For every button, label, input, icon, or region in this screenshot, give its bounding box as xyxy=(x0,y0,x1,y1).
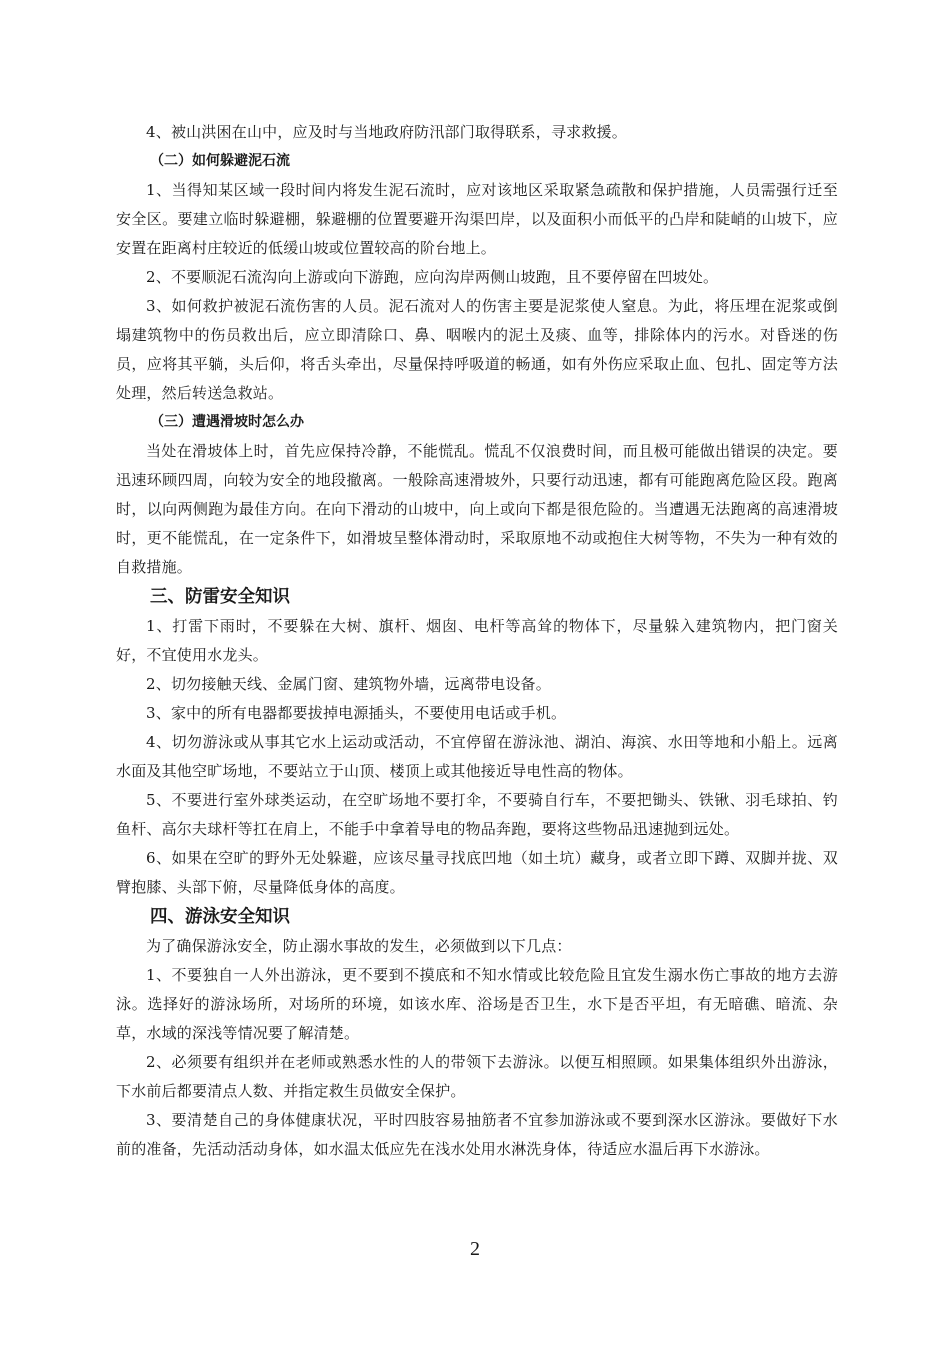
paragraph: 2、必须要有组织并在老师或熟悉水性的人的带领下去游泳。以便互相照顾。如果集体组织外出游泳，下水前后都要清点人数、并指定救生员做安全保护。 xyxy=(116,1053,838,1100)
paragraph: 3、如何救护被泥石流伤害的人员。泥石流对人的伤害主要是泥浆使人窒息。为此，将压埋在泥浆或倒塌建筑物中的伤员救出后，应立即清除口、鼻、咽喉内的泥土及痰、血等，排除体内的污水。对昏迷的伤员，应将其平躺，头后仰，将舌头牵出，尽量保持呼吸道的畅通，如有外伤应采取止血、包扎、固定等方法处理，然后转送急救站。 xyxy=(116,297,838,402)
paragraph: 3、家中的所有电器都要拔掉电源插头，不要使用电话或手机。 xyxy=(146,704,567,722)
paragraph: 2、切勿接触天线、金属门窗、建筑物外墙，远离带电设备。 xyxy=(146,675,551,693)
section-heading: 四、游泳安全知识 xyxy=(150,907,290,927)
paragraph: 1、不要独自一人外出游泳，更不要到不摸底和不知水情或比较危险且宜发生溺水伤亡事故的地方去游泳。选择好的游泳场所，对场所的环境，如该水库、浴场是否卫生，水下是否平坦，有无暗礁、暗流、杂草，水域的深浅等情况要了解清楚。 xyxy=(116,966,838,1042)
page-number: 2 xyxy=(470,1238,480,1260)
document-body xyxy=(116,118,838,1164)
paragraph: 2、不要顺泥石流沟向上游或向下游跑，应向沟岸两侧山坡跑，且不要停留在凹坡处。 xyxy=(146,268,719,286)
paragraph: 6、如果在空旷的野外无处躲避，应该尽量寻找底凹地（如土坑）藏身，或者立即下蹲、双脚并拢、双臂抱膝、头部下俯，尽量降低身体的高度。 xyxy=(116,849,838,896)
paragraph: 1、当得知某区域一段时间内将发生泥石流时，应对该地区采取紧急疏散和保护措施，人员需强行迁至安全区。要建立临时躲避棚，躲避棚的位置要避开沟渠凹岸，以及面积小而低平的凸岸和陡峭的山坡下，应安置在距离村庄较近的低缓山坡或位置较高的阶台地上。 xyxy=(116,181,838,257)
paragraph: 4、切勿游泳或从事其它水上运动或活动，不宜停留在游泳池、湖泊、海滨、水田等地和小船上。远离水面及其他空旷场地，不要站立于山顶、楼顶上或其他接近导电性高的物体。 xyxy=(116,733,838,780)
paragraph: 3、要清楚自己的身体健康状况，平时四肢容易抽筋者不宜参加游泳或不要到深水区游泳。要做好下水前的准备，先活动活动身体，如水温太低应先在浅水处用水淋洗身体，待适应水温后再下水游泳。 xyxy=(116,1111,838,1158)
section-heading: 三、防雷安全知识 xyxy=(150,587,290,607)
paragraph: 当处在滑坡体上时，首先应保持冷静，不能慌乱。慌乱不仅浪费时间，而且极可能做出错误的决定。要迅速环顾四周，向较为安全的地段撤离。一般除高速滑坡外，只要行动迅速，都有可能跑离危险区段。跑离时，以向两侧跑为最佳方向。在向下滑动的山坡中，向上或向下都是很危险的。当遭遇无法跑离的高速滑坡时，更不能慌乱，在一定条件下，如滑坡呈整体滑动时，采取原地不动或抱住大树等物，不失为一种有效的自救措施。 xyxy=(116,442,838,576)
subsection-heading: （二）如何躲避泥石流 xyxy=(150,153,290,169)
paragraph: 1、打雷下雨时，不要躲在大树、旗杆、烟囱、电杆等高耸的物体下，尽量躲入建筑物内，把门窗关好，不宜使用水龙头。 xyxy=(116,617,838,664)
paragraph: 为了确保游泳安全，防止溺水事故的发生，必须做到以下几点： xyxy=(146,937,572,955)
subsection-heading: （三）遭遇滑坡时怎么办 xyxy=(150,414,304,430)
paragraph: 5、不要进行室外球类运动，在空旷场地不要打伞，不要骑自行车，不要把锄头、铁锹、羽毛球拍、钓鱼杆、高尔夫球杆等扛在肩上，不能手中拿着导电的物品奔跑，要将这些物品迅速抛到远处。 xyxy=(116,791,838,838)
paragraph: 4、被山洪困在山中，应及时与当地政府防汛部门取得联系，寻求救援。 xyxy=(146,123,627,141)
